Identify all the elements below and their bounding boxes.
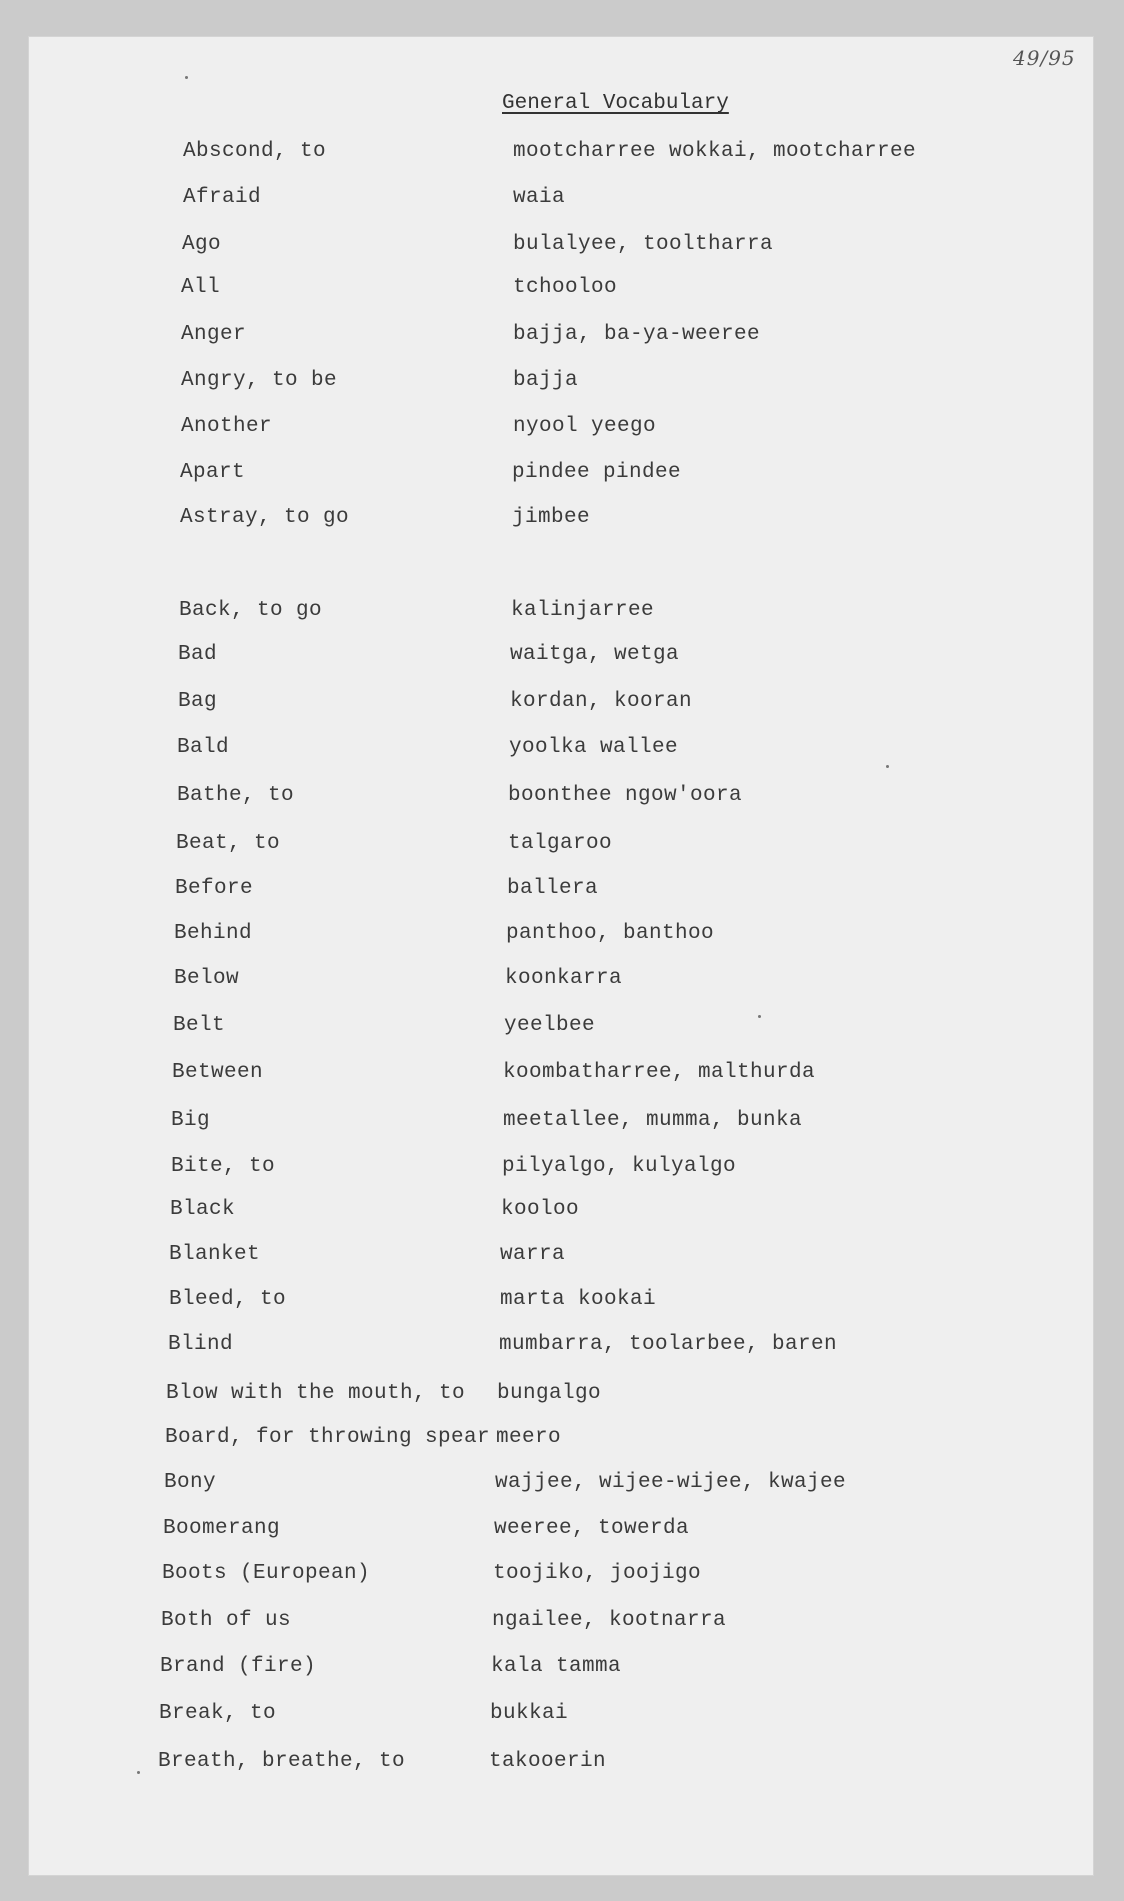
entry-translation: panthoo, banthoo — [506, 922, 715, 945]
entry-translation: takooerin — [489, 1750, 607, 1773]
entry-translation: mumbarra, toolarbee, baren — [499, 1333, 838, 1356]
entry-english-term: Blow with the mouth, to — [166, 1382, 466, 1405]
entry-translation: bungalgo — [497, 1382, 602, 1405]
entry-translation: waia — [513, 186, 566, 209]
entry-translation: waitga, wetga — [510, 643, 680, 666]
entry-translation: talgaroo — [508, 832, 613, 855]
entry-english-term: Ago — [182, 233, 222, 256]
entry-translation: marta kookai — [500, 1288, 657, 1311]
entry-english-term: Apart — [180, 461, 246, 484]
entry-translation: meero — [496, 1426, 562, 1449]
entry-english-term: Afraid — [183, 186, 262, 209]
entry-translation: toojiko, joojigo — [493, 1562, 702, 1585]
entry-translation: pilyalgo, kulyalgo — [502, 1155, 737, 1178]
entry-translation: ngailee, kootnarra — [492, 1609, 727, 1632]
entry-english-term: Bag — [178, 690, 218, 713]
entry-english-term: Breath, breathe, to — [158, 1750, 406, 1773]
entry-translation: koombatharree, malthurda — [503, 1061, 816, 1084]
entry-english-term: Abscond, to — [183, 140, 327, 163]
entry-translation: bulalyee, tooltharra — [513, 233, 774, 256]
entry-english-term: Boomerang — [163, 1517, 281, 1540]
entry-translation: yeelbee — [504, 1014, 596, 1037]
entry-english-term: Astray, to go — [180, 506, 350, 529]
entry-english-term: All — [181, 276, 221, 299]
entry-translation: kalinjarree — [511, 599, 655, 622]
entry-english-term: Before — [175, 877, 254, 900]
entry-translation: yoolka wallee — [509, 736, 679, 759]
entry-english-term: Blanket — [169, 1243, 261, 1266]
entry-english-term: Another — [181, 415, 273, 438]
entry-english-term: Bad — [178, 643, 218, 666]
page-number: 49/95 — [1013, 46, 1076, 70]
page-title: General Vocabulary — [502, 92, 729, 115]
entry-english-term: Angry, to be — [181, 369, 338, 392]
entry-english-term: Boots (European) — [162, 1562, 371, 1585]
entry-english-term: Beat, to — [176, 832, 281, 855]
entry-translation: meetallee, mumma, bunka — [503, 1109, 803, 1132]
entry-translation: mootcharree wokkai, mootcharree — [513, 140, 917, 163]
entry-english-term: Below — [174, 967, 240, 990]
entry-english-term: Bony — [164, 1471, 217, 1494]
entry-translation: bajja, ba-ya-weeree — [513, 323, 761, 346]
entry-translation: wajjee, wijee-wijee, kwajee — [495, 1471, 847, 1494]
entry-translation: bukkai — [490, 1702, 569, 1725]
typewritten-sheet — [28, 36, 1094, 1876]
paper-speck — [137, 1771, 140, 1774]
entry-translation: kala tamma — [491, 1655, 622, 1678]
entry-translation: jimbee — [512, 506, 591, 529]
entry-english-term: Both of us — [161, 1609, 292, 1632]
entry-english-term: Bathe, to — [177, 784, 295, 807]
entry-english-term: Bald — [177, 736, 230, 759]
entry-english-term: Break, to — [159, 1702, 277, 1725]
entry-english-term: Brand (fire) — [160, 1655, 317, 1678]
entry-english-term: Back, to go — [179, 599, 323, 622]
entry-translation: warra — [500, 1243, 566, 1266]
entry-english-term: Behind — [174, 922, 253, 945]
entry-english-term: Between — [172, 1061, 264, 1084]
entry-translation: weeree, towerda — [494, 1517, 690, 1540]
entry-translation: pindee pindee — [512, 461, 682, 484]
entry-translation: ballera — [507, 877, 599, 900]
entry-english-term: Black — [170, 1198, 236, 1221]
entry-english-term: Big — [171, 1109, 211, 1132]
entry-english-term: Bite, to — [171, 1155, 276, 1178]
entry-translation: kooloo — [501, 1198, 580, 1221]
entry-translation: kordan, kooran — [510, 690, 693, 713]
entry-english-term: Anger — [181, 323, 247, 346]
paper-speck — [758, 1015, 761, 1018]
entry-translation: koonkarra — [505, 967, 623, 990]
paper-speck — [886, 765, 889, 768]
paper-speck — [185, 76, 188, 79]
entry-english-term: Blind — [168, 1333, 234, 1356]
entry-translation: boonthee ngow'oora — [508, 784, 743, 807]
entry-translation: tchooloo — [513, 276, 618, 299]
entry-english-term: Board, for throwing spear — [165, 1426, 491, 1449]
entry-english-term: Bleed, to — [169, 1288, 287, 1311]
entry-english-term: Belt — [173, 1014, 226, 1037]
entry-translation: nyool yeego — [513, 415, 657, 438]
entry-translation: bajja — [513, 369, 579, 392]
